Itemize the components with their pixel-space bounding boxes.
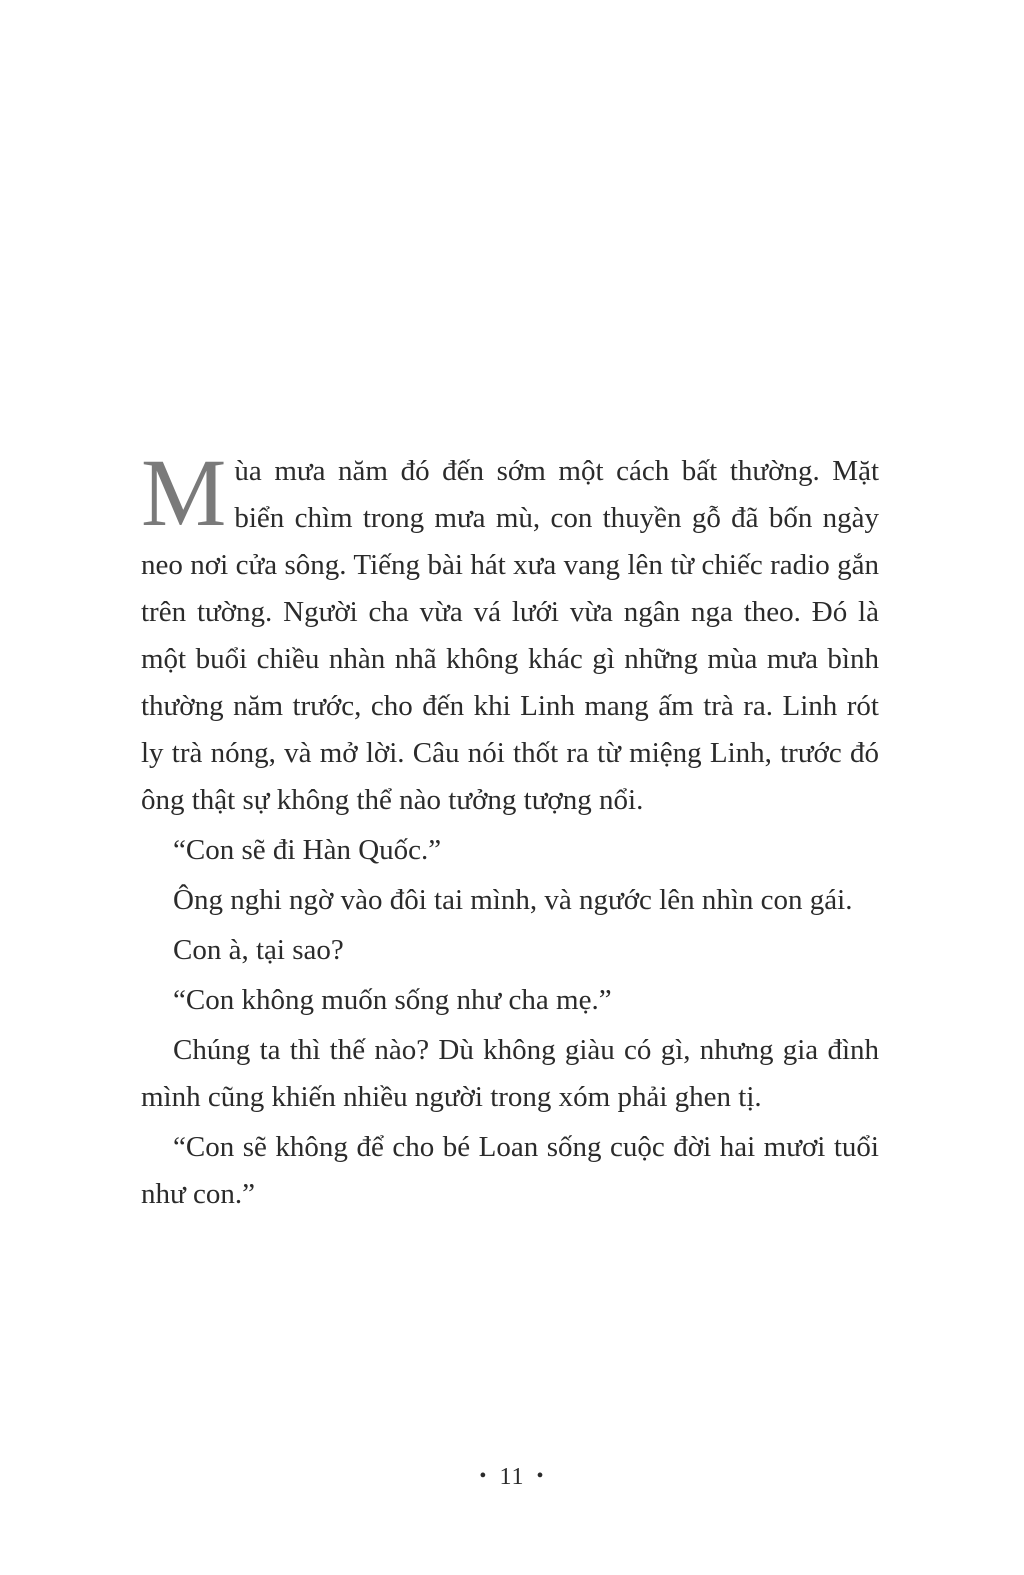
paragraph: Ông nghi ngờ vào đôi tai mình, và ngước lên nhìn con gái. xyxy=(173,884,853,916)
bullet-left: • xyxy=(479,1465,488,1487)
page-footer xyxy=(0,1464,1024,1491)
page-number: 11 xyxy=(499,1464,525,1490)
bullet-right: • xyxy=(536,1465,545,1487)
opening-paragraph xyxy=(141,439,879,824)
paragraph: Chúng ta thì thế nào? Dù không giàu có gì, nhưng gia đình mình cũng khiến nhiều người trong xóm phải ghen tị. xyxy=(141,1034,879,1113)
paragraph: “Con sẽ không để cho bé Loan sống cuộc đời hai mươi tuổi như con.” xyxy=(141,1131,879,1210)
paragraph: Con à, tại sao? xyxy=(173,934,344,966)
chapter-text xyxy=(141,439,879,1221)
paragraph-text: ùa mưa năm đó đến sớm một cách bất thường. Mặt biển chìm trong mưa mù, con thuyền gỗ đã bốn ngày neo nơi cửa sông. Tiếng bài hát xưa vang lên từ chiếc radio gắn trên tường. Người cha vừa vá lưới vừa ngân nga theo. Đó là một buổi chiều nhàn nhã không khác gì những mùa mưa bình thường năm trước, cho đến khi Linh mang ấm trà ra. Linh rót ly trà nóng, và mở lời. Câu nói thốt ra từ miệng Linh, trước đó ông thật sự không thể nào tưởng tượng nổi. xyxy=(141,455,879,816)
paragraph: “Con sẽ đi Hàn Quốc.” xyxy=(173,834,442,866)
drop-cap: M xyxy=(141,439,227,546)
paragraph: “Con không muốn sống như cha mẹ.” xyxy=(173,984,612,1016)
